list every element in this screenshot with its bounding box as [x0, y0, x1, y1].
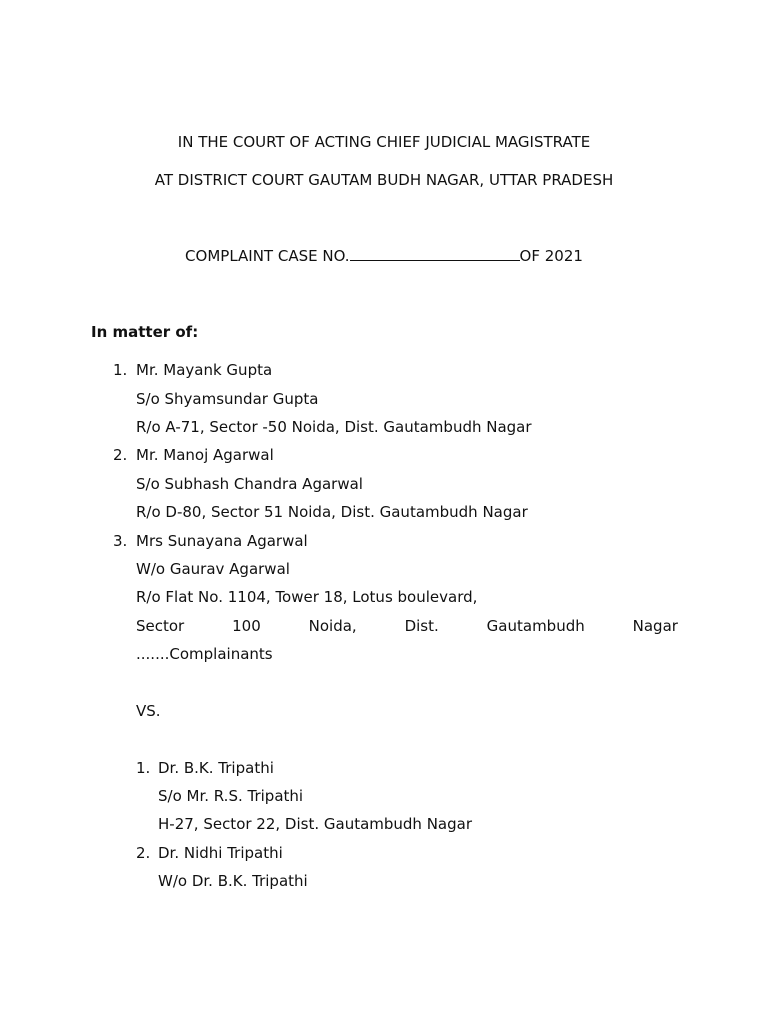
case-number-blank	[350, 246, 520, 261]
accused-1-relation: S/o Mr. R.S. Tripathi	[158, 787, 304, 805]
accused-2-name: Dr. Nidhi Tripathi	[158, 844, 283, 862]
complainant-1-name: Mr. Mayank Gupta	[136, 361, 273, 379]
accused-1-number: 1.	[136, 759, 151, 777]
case-number-line	[0, 246, 768, 266]
address-word: Sector	[136, 617, 185, 635]
complainant-2-address: R/o D-80, Sector 51 Noida, Dist. Gautambudh Nagar	[136, 503, 528, 521]
complainant-1-number: 1.	[113, 361, 128, 379]
complainant-2-relation: S/o Subhash Chandra Agarwal	[136, 475, 363, 493]
complainant-2-number: 2.	[113, 446, 128, 464]
court-heading-line1: IN THE COURT OF ACTING CHIEF JUDICIAL MAGISTRATE	[177, 133, 591, 151]
complainants-label: .......Complainants	[136, 645, 273, 663]
accused-1-name: Dr. B.K. Tripathi	[158, 759, 274, 777]
versus-label: VS.	[136, 702, 161, 720]
address-word: Gautambudh	[486, 617, 585, 635]
complainant-3-relation: W/o Gaurav Agarwal	[136, 560, 290, 578]
case-number-prefix: COMPLAINT CASE NO.	[185, 247, 350, 265]
complainant-2-name: Mr. Manoj Agarwal	[136, 446, 274, 464]
accused-1-address: H-27, Sector 22, Dist. Gautambudh Nagar	[158, 815, 473, 833]
address-word: Noida,	[308, 617, 357, 635]
case-number-suffix: OF 2021	[519, 247, 583, 265]
matter-label: In matter of:	[91, 323, 199, 341]
address-word: 100	[232, 617, 261, 635]
complainant-3-name: Mrs Sunayana Agarwal	[136, 532, 308, 550]
complainant-3-number: 3.	[113, 532, 128, 550]
complainant-3-address: R/o Flat No. 1104, Tower 18, Lotus boulevard,	[136, 588, 478, 606]
address-word: Nagar	[632, 617, 678, 635]
complainant-1-address: R/o A-71, Sector -50 Noida, Dist. Gautambudh Nagar	[136, 418, 532, 436]
complainant-1-relation: S/o Shyamsundar Gupta	[136, 390, 319, 408]
complainant-3-address-line2	[136, 616, 678, 636]
address-word: Dist.	[404, 617, 439, 635]
court-heading-line2: AT DISTRICT COURT GAUTAM BUDH NAGAR, UTTAR PRADESH	[154, 171, 614, 189]
accused-2-number: 2.	[136, 844, 151, 862]
accused-2-relation: W/o Dr. B.K. Tripathi	[158, 872, 308, 890]
